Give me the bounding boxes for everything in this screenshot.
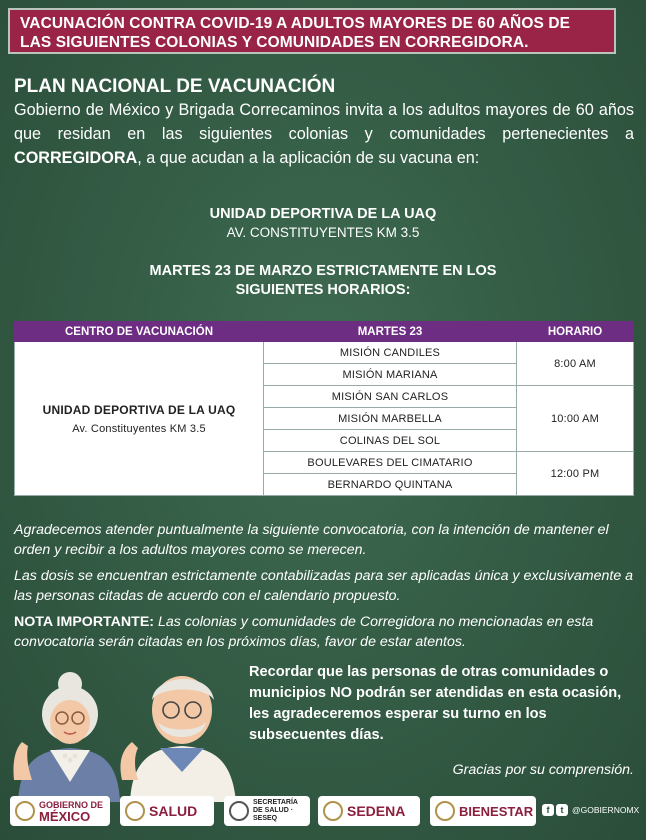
bienestar-logo — [430, 796, 536, 826]
colonia-cell: MISIÓN SAN CARLOS — [264, 386, 517, 408]
important-note-text: Las colonias y comunidades de Corregidora no mencionadas en esta convocatoria serán citadas en los próximos días, favor de estar atentos. — [14, 614, 594, 650]
banner-line-1: VACUNACIÓN CONTRA COVID-19 A ADULTOS MAYORES DE 60 AÑOS DE — [20, 15, 571, 32]
important-note-label: NOTA IMPORTANTE: — [14, 614, 155, 630]
intro-municipality: CORREGIDORA — [14, 149, 138, 167]
footer-logos — [0, 796, 646, 840]
plan-title: PLAN NACIONAL DE VACUNACIÓN — [14, 76, 336, 97]
seseq-logo — [224, 796, 310, 826]
time-cell: 10:00 AM — [517, 386, 634, 452]
colonia-cell: MISIÓN MARIANA — [264, 364, 517, 386]
center-name: UNIDAD DEPORTIVA DE LA UAQ — [42, 402, 236, 417]
date-heading — [0, 262, 646, 300]
sedena-logo — [318, 796, 420, 826]
gobierno-mexico-logo — [10, 796, 110, 826]
colonia-cell: MISIÓN CANDILES — [264, 342, 517, 364]
intro-text-end: , a que acudan a la aplicación de su vacuna en: — [137, 149, 480, 167]
center-cell — [15, 342, 264, 496]
time-cell: 8:00 AM — [517, 342, 634, 386]
national-seal-icon — [15, 801, 35, 821]
social-links — [542, 804, 639, 816]
table-header-row — [15, 322, 634, 342]
banner-line-2: LAS SIGUIENTES COLONIAS Y COMUNIDADES EN CORREGIDORA. — [20, 34, 529, 51]
punctuality-paragraph: Agradecemos atender puntualmente la siguiente convocatoria, con la intención de mantener el orden y recibir a los adultos mayores como se merecen. — [14, 522, 609, 558]
logo3-line1: SECRETARÍA — [253, 799, 298, 806]
important-note — [14, 612, 634, 652]
facebook-icon[interactable]: f — [542, 804, 554, 816]
schedule-table — [14, 321, 634, 496]
twitter-icon[interactable]: t — [556, 804, 568, 816]
venue-address: AV. CONSTITUYENTES KM 3.5 — [226, 225, 420, 240]
salud-logo — [120, 796, 214, 826]
date-heading-line-2: SIGUIENTES HORARIOS: — [235, 282, 411, 298]
colonia-cell: MISIÓN MARBELLA — [264, 408, 517, 430]
colonia-cell: BOULEVARES DEL CIMATARIO — [264, 452, 517, 474]
intro-text-start: Gobierno de México y Brigada Correcaminos invita a los adultos mayores de 60 años que residan en las siguientes colonias y comunidades pertenecientes a — [14, 101, 634, 143]
header-center: CENTRO DE VACUNACIÓN — [15, 322, 264, 342]
logo1-main: MÉXICO — [39, 808, 91, 824]
date-heading-line-1: MARTES 23 DE MARZO ESTRICTAMENTE EN LOS — [149, 263, 497, 279]
logo4-text: SEDENA — [347, 802, 406, 819]
elderly-couple-illustration — [10, 652, 250, 802]
header-day: MARTES 23 — [264, 322, 517, 342]
time-cell: 12:00 PM — [517, 452, 634, 496]
center-address: Av. Constituyentes KM 3.5 — [72, 422, 206, 435]
logo5-text: BIENESTAR — [459, 803, 534, 819]
colonia-cell: COLINAS DEL SOL — [264, 430, 517, 452]
state-seal-icon — [229, 801, 249, 821]
national-seal-icon — [323, 801, 343, 821]
logo2-text: SALUD — [149, 802, 198, 819]
colonia-cell: BERNARDO QUINTANA — [264, 474, 517, 496]
social-handle[interactable]: @GOBIERNOMX — [572, 805, 640, 815]
doses-paragraph: Las dosis se encuentran estrictamente contabilizadas para ser aplicadas única y exclusivamente a las personas citadas de acuerdo con el calendario propuesto. — [14, 568, 634, 604]
logo1-top: GOBIERNO DE — [39, 799, 104, 810]
reminder-text: Recordar que las personas de otras comunidades o municipios NO podrán ser atendidas en esta ocasión, les agradeceremos esperar su turno en los subsecuentes días. — [249, 664, 622, 743]
logo3-line2: DE SALUD · SESEQ — [253, 807, 294, 822]
venue-name: UNIDAD DEPORTIVA DE LA UAQ — [209, 206, 437, 222]
national-seal-icon — [435, 801, 455, 821]
intro-paragraph — [14, 98, 634, 170]
thanks-text: Gracias por su comprensión. — [452, 762, 634, 778]
header-time: HORARIO — [517, 322, 634, 342]
national-seal-icon — [125, 801, 145, 821]
table-row — [15, 342, 634, 364]
title-banner — [8, 8, 616, 54]
